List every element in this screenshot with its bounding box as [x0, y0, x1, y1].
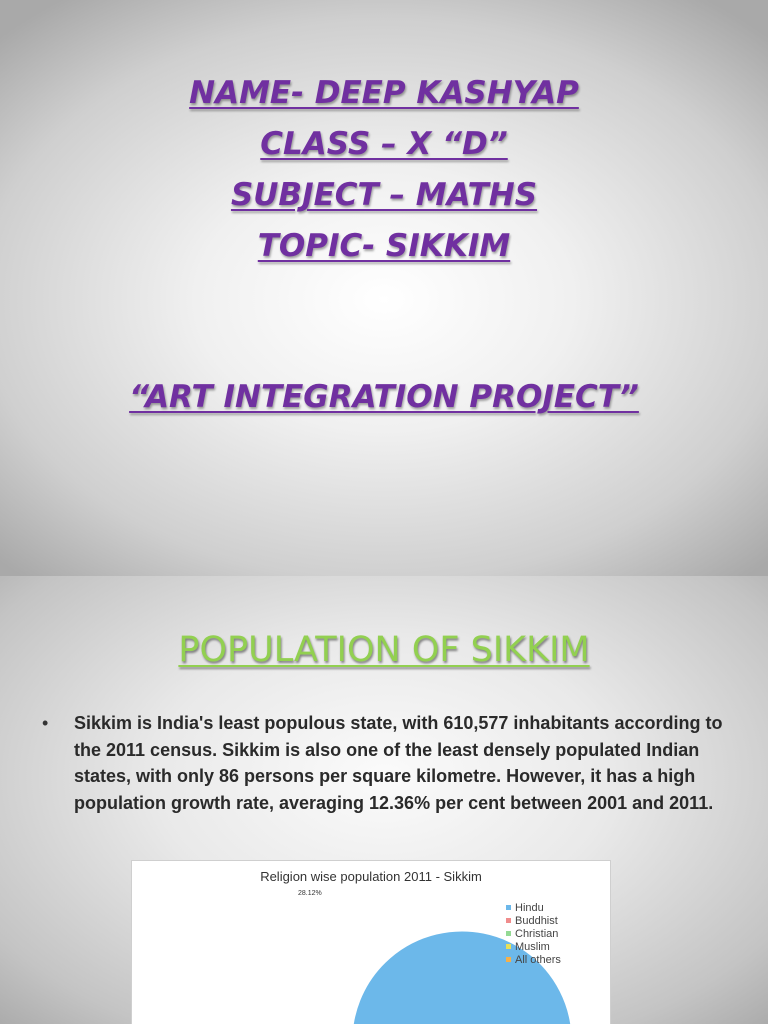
topic-line: TOPIC- SIKKIM [257, 228, 511, 264]
legend-label: Muslim [515, 940, 550, 953]
title-block [0, 68, 768, 272]
bullet-paragraph [74, 710, 732, 816]
chart-legend [506, 901, 561, 966]
legend-swatch [506, 918, 511, 923]
legend-label: Christian [515, 927, 559, 940]
legend-label: All others [515, 953, 561, 966]
chart-title: Religion wise population 2011 - Sikkim [260, 869, 482, 884]
legend-swatch [506, 905, 511, 910]
bullet-item [42, 710, 732, 816]
legend-swatch [506, 931, 511, 936]
legend-label: Buddhist [515, 914, 558, 927]
population-slide [0, 576, 768, 1024]
legend-item-muslim [506, 940, 561, 953]
religion-pie-chart [131, 860, 611, 1024]
legend-label: Hindu [515, 901, 544, 914]
project-title: “ART INTEGRATION PROJECT” [129, 379, 639, 415]
class-line: CLASS – X “D” [260, 126, 508, 162]
legend-item-all-others [506, 953, 561, 966]
legend-swatch [506, 944, 511, 949]
bullet-text: Sikkim is India's least populous state, with 610,577 inhabitants according to the 2011 census. Sikkim is also one of the least densely populated Indian states, with only 86 persons per square kilometre. However, it has a high population growth rate, averaging 12.36% per cent between 2001 and 2011 [74, 713, 723, 813]
legend-item-hindu [506, 901, 561, 914]
subject-line: SUBJECT – MATHS [230, 177, 538, 213]
legend-item-christian [506, 927, 561, 940]
bullet-icon: • [42, 713, 49, 733]
legend-swatch [506, 957, 511, 962]
legend-item-buddhist [506, 914, 561, 927]
bullet-period: . [708, 792, 714, 813]
population-heading: POPULATION OF SIKKIM [178, 630, 590, 670]
data-label-buddhist: 28.12% [298, 890, 322, 897]
name-line: NAME- DEEP KASHYAP [189, 75, 579, 111]
